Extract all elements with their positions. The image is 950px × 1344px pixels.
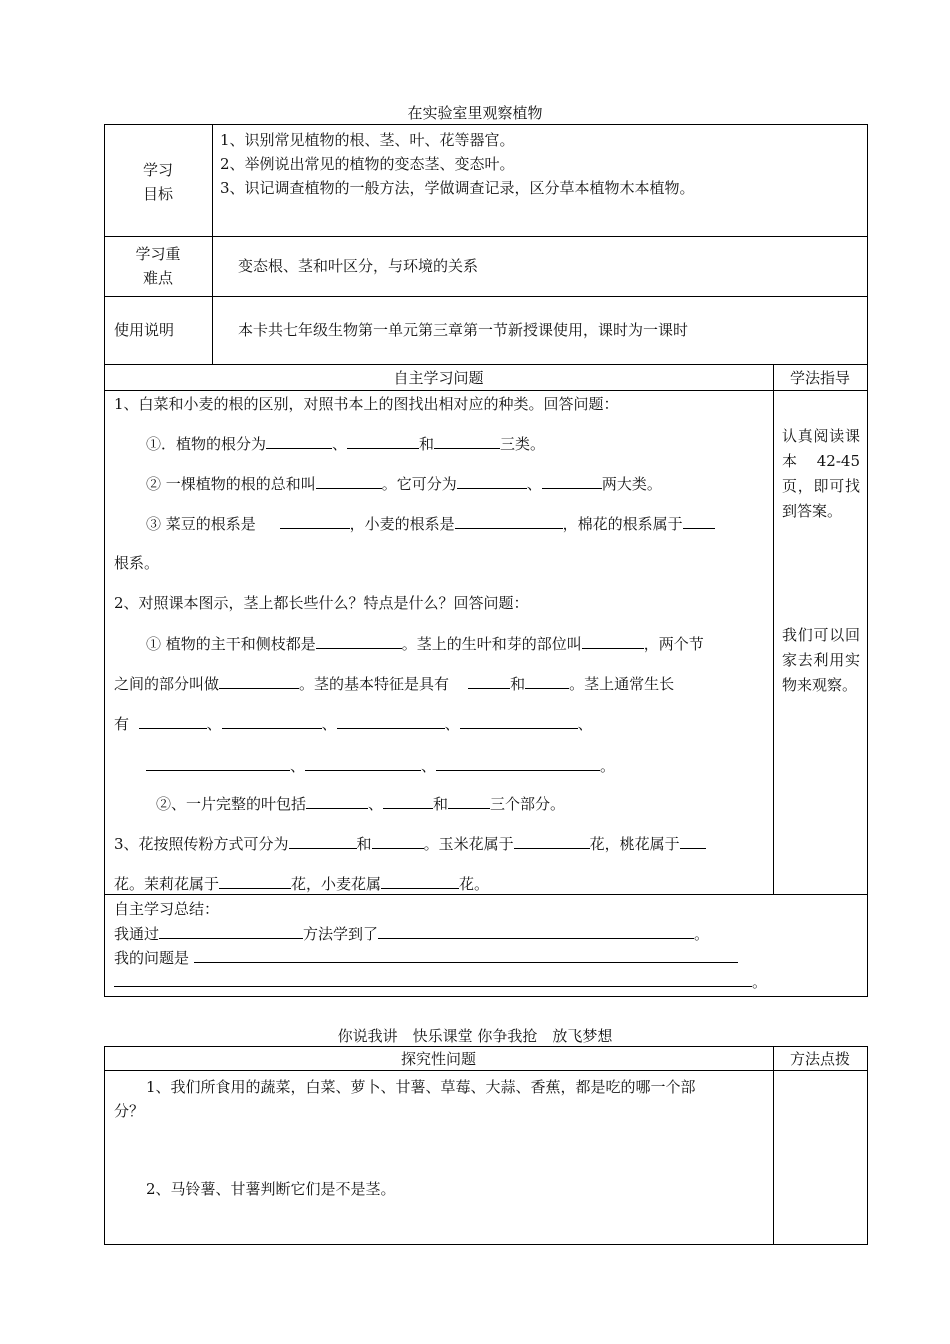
q2: 2、对照课本图示，茎上都长些什么？特点是什么？回答问题： [114,594,529,612]
goals-label: 学习 目标 [142,161,173,203]
keypoints-label: 学习重 难点 [135,245,181,287]
q1c-end: 根系。 [114,554,160,572]
self-study-header: 自主学习问题 [393,369,484,387]
keypoints-text: 变态根、茎和叶区分，与环境的关系 [238,257,479,275]
summary-line-3: 。 [114,970,767,992]
q3b: 花。茉莉花属于 花，小麦花属 花。 [114,872,489,894]
explore-header: 探究性问题 [400,1050,476,1068]
method-header: 方法点拨 [789,1050,850,1068]
q2c: 有 、 、 、 、 [114,712,593,734]
explore-q1a: 1、我们所食用的蔬菜，白菜、萝卜、甘薯、草莓、大蒜、香蕉，都是吃的哪一个部 [146,1078,696,1096]
guide-2: 我们可以回家去利用实物来观察。 [782,626,860,694]
summary-label: 自主学习总结： [114,900,220,918]
usage-text: 本卡共七年级生物第一单元第三章第一节新授课使用，课时为一课时 [238,321,689,339]
q1: 1、白菜和小麦的根的区别，对照书本上的图找出相对应的种类。回答问题： [114,395,619,413]
q1a: ①．植物的根分为 、 和 三类。 [146,432,545,454]
guide-1: 认真阅读课本42-45页，即可找到答案。 [782,427,860,520]
q3a: 3、花按照传粉方式可分为 和 。玉米花属于 花，桃花属于 [114,832,706,854]
goal-2: 2、举例说出常见的植物的变态茎、变态叶。 [220,155,515,173]
q1c: ③ 菜豆的根系是 ，小麦的根系是 ，棉花的根系属于 [146,512,715,534]
summary-line-2: 我的问题是 [114,946,738,968]
guide-header: 学法指导 [789,369,850,387]
q2e: ②、一片完整的叶包括 、 和 三个部分。 [156,792,565,814]
goal-3: 3、识记调查植物的一般方法，学做调查记录，区分草本植物木本植物。 [220,179,695,197]
summary-line-1: 我通过 方法学到了 。 [114,922,709,944]
explore-q1b: 分？ [114,1102,145,1120]
q2b: 之间的部分叫做 。茎的基本特征是具有 和 。茎上通常生长 [114,672,674,694]
goal-1: 1、识别常见植物的根、茎、叶、花等器官。 [220,131,515,149]
q2a: ① 植物的主干和侧枝都是 。茎上的生叶和芽的部位叫 ，两个节 [146,632,704,654]
slogan: 你说我讲 快乐课堂 你争我抢 放飞梦想 [337,1027,613,1045]
usage-label: 使用说明 [114,321,175,339]
explore-q2: 2、马铃薯、甘薯判断它们是不是茎。 [146,1180,396,1198]
q1b: ② 一棵植物的根的总和叫 。它可分为 、 两大类。 [146,472,662,494]
q2d: 、 、 。 [146,754,615,776]
page-title: 在实验室里观察植物 [407,104,543,122]
